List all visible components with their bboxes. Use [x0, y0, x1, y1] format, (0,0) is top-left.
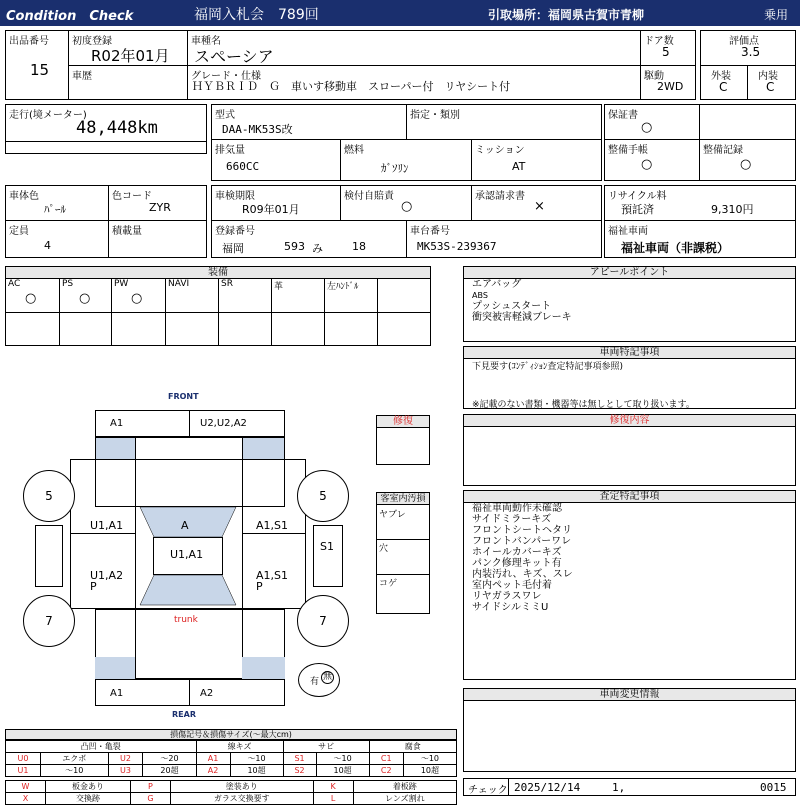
- recycle-box: [604, 185, 796, 221]
- vehicle-class: 乗用: [764, 8, 789, 22]
- rear-label: REAR: [172, 710, 196, 719]
- interior-hole: 穴: [379, 544, 389, 554]
- damage-legend: [5, 729, 457, 805]
- legend-desc: 10超: [230, 765, 283, 777]
- legend-desc: 10超: [403, 765, 456, 777]
- interior-grade: C: [766, 80, 775, 94]
- chassis-box: [406, 220, 602, 258]
- special-notes-box: [463, 346, 796, 409]
- welfare-label: 福祉車両: [608, 226, 648, 237]
- mileage-label: 走行(境メーター): [9, 110, 87, 121]
- legend-desc: 板金あり: [46, 781, 131, 793]
- score-label: 評価点: [729, 36, 759, 47]
- inspection-box: [211, 185, 341, 221]
- maint-book-label: 整備手帳: [608, 145, 648, 156]
- interior-condition-box: [376, 492, 430, 614]
- spare-label: 有: [310, 677, 320, 687]
- drive-box: [640, 65, 696, 100]
- inspection-label: 車検期限: [215, 191, 255, 202]
- equip-ps: [60, 279, 112, 345]
- spare-mark: 無: [322, 672, 332, 682]
- left-rear-paint: P: [90, 580, 97, 593]
- left-front-door-damage: U1,A1: [90, 519, 124, 532]
- fuel: ｶﾞｿﾘﾝ: [381, 162, 409, 175]
- appeal-box: [463, 266, 796, 342]
- displacement-box: [211, 139, 341, 181]
- equip-navi: [166, 279, 219, 345]
- interior-condition-title: 客室内汚損: [377, 493, 429, 505]
- assessment-line: パンク修理キット有: [472, 558, 562, 569]
- fuel-box: [340, 139, 472, 181]
- car-diagram: [0, 385, 376, 725]
- legend-group: 線キズ: [196, 741, 283, 753]
- legend-table: [5, 740, 457, 777]
- legend-code: C2: [369, 765, 403, 777]
- load-box: [108, 220, 207, 258]
- assessment-line: フロントバンパーワレ: [472, 536, 572, 547]
- warranty-box: [604, 104, 700, 140]
- doors-box: [640, 30, 696, 66]
- plate-class: 593: [284, 240, 305, 253]
- legend-desc: ガラス交換要す: [170, 793, 313, 805]
- model-name-label: 車種名: [191, 36, 221, 47]
- legend-desc: 着板跡: [353, 781, 456, 793]
- model-name-box: [187, 30, 641, 66]
- equip-pw: [112, 279, 166, 345]
- color-label: 車体色: [9, 191, 39, 202]
- model-type-label: 型式: [215, 110, 235, 121]
- legend-group: 凸凹・亀裂: [6, 741, 197, 753]
- equip-ac-mark: ○: [25, 291, 37, 306]
- legend-desc: 10超: [316, 765, 369, 777]
- legend-desc: ～10: [316, 753, 369, 765]
- auto-liability: ○: [401, 199, 413, 214]
- footer-check: [463, 778, 796, 796]
- maint-record: ○: [740, 157, 752, 172]
- recycle-amount: 9,310円: [711, 203, 754, 216]
- right-front-door-damage: A1,S1: [256, 519, 289, 532]
- interior-label: 内装: [758, 71, 778, 82]
- rear-left-light: [95, 657, 135, 679]
- equip-ps-mark: ○: [79, 291, 91, 306]
- equip-sr-label: SR: [221, 279, 233, 289]
- score-box: [700, 30, 796, 66]
- auto-liability-box: [340, 185, 472, 221]
- equipment-title: 装備: [6, 267, 430, 279]
- color-code: ZYR: [149, 201, 171, 214]
- welfare: 福祉車両（非課税）: [621, 241, 730, 255]
- legend-row: [6, 793, 457, 805]
- lot-number-box: [5, 30, 69, 100]
- rear-left-damage: A1: [110, 688, 124, 699]
- front-left-damage: A1: [110, 418, 124, 429]
- assessment-line: サイドミラーキズ: [472, 514, 552, 525]
- equip-leather-label: 革: [274, 282, 284, 292]
- maint-book-box: [604, 139, 700, 181]
- mileage: 48,448km: [76, 118, 158, 138]
- legend-desc: レンズ割れ: [353, 793, 456, 805]
- grade: ＨＹＢＲＩＤ Ｇ 車いす移動車 スローパー付 リヤシート付: [192, 80, 511, 93]
- assessment-lines: [472, 503, 573, 613]
- assessment-line: 室内ペット毛付着: [472, 580, 552, 591]
- capacity: 4: [44, 239, 51, 252]
- check-label: チェック: [468, 785, 508, 796]
- first-registration-box: [68, 30, 188, 66]
- approval: ×: [534, 199, 545, 214]
- equip-ac: [6, 279, 60, 345]
- recycle-label: リサイクル料: [608, 191, 667, 202]
- header-title: Condition Check: [6, 9, 134, 24]
- legend-desc: ～10: [403, 753, 456, 765]
- equip-leather: [272, 279, 325, 345]
- legend-code: W: [6, 781, 46, 793]
- chassis-label: 車台番号: [410, 226, 450, 237]
- plate-region: 福岡: [222, 242, 244, 255]
- load-label: 積載量: [112, 226, 142, 237]
- appeal-line: プッシュスタート: [472, 301, 552, 312]
- legend-title: 損傷記号＆損傷サイズ(～最大cm): [170, 730, 292, 739]
- legend-row: [6, 753, 457, 765]
- legend-row: [6, 765, 457, 777]
- model-type: DAA-MK53S改: [222, 123, 293, 136]
- rear-bumper: [95, 679, 285, 706]
- displacement-label: 排気量: [215, 145, 245, 156]
- legend-code: U1: [6, 765, 41, 777]
- interior-burn: コゲ: [379, 579, 398, 589]
- equipment-box: [5, 266, 431, 346]
- grade-label: グレード・仕様: [191, 71, 261, 82]
- maint-record-box: [699, 139, 796, 181]
- auction-title: 福岡入札会 789回: [194, 7, 319, 23]
- welfare-box: [604, 220, 796, 258]
- model-name: スペーシア: [194, 47, 274, 66]
- left-side-panel: [35, 525, 63, 587]
- color-code-box: [108, 185, 207, 221]
- fuel-label: 燃料: [344, 145, 364, 156]
- drive: 2WD: [657, 80, 684, 93]
- color: ﾊﾟｰﾙ: [44, 203, 66, 216]
- check-num: 1,: [612, 781, 626, 794]
- drive-label: 駆動: [644, 71, 664, 82]
- warranty: ○: [641, 120, 653, 135]
- tire-front-right: 5: [297, 470, 349, 522]
- exterior-grade: C: [719, 80, 728, 94]
- assessment-line: サイドシルミミU: [472, 602, 549, 613]
- check-code: 0015: [760, 781, 787, 794]
- legend-row: [6, 781, 457, 793]
- history-box: [68, 65, 188, 100]
- capacity-label: 定員: [9, 226, 29, 237]
- legend-group: 腐食: [369, 741, 456, 753]
- front-right-damage: U2,U2,A2: [200, 418, 247, 429]
- legend-code: S1: [283, 753, 316, 765]
- equip-left-handle: [325, 279, 378, 345]
- spare-tire: [298, 663, 340, 697]
- repair-box: [376, 415, 430, 465]
- assessment-box: [463, 490, 796, 680]
- roof-damage: U1,A1: [170, 548, 204, 561]
- tire-front-left: 5: [23, 470, 75, 522]
- legend-code: C1: [369, 753, 403, 765]
- special-note-1: 下見要す(ｺﾝﾃﾞｨｼｮﾝ査定特記事項参照): [472, 362, 624, 372]
- legend-desc: エクボ: [40, 753, 108, 765]
- special-note-2: ※記載のない書類・機器等は無しとして取り扱います。: [472, 400, 695, 410]
- mission: AT: [512, 160, 526, 173]
- legend-desc: 塗装あり: [170, 781, 313, 793]
- legend-code: P: [130, 781, 170, 793]
- legend-code: S2: [283, 765, 316, 777]
- score: 3.5: [741, 45, 761, 59]
- rear-right-damage: A2: [200, 688, 214, 699]
- legend-desc: 20超: [143, 765, 196, 777]
- maint-record-label: 整備記録: [703, 145, 743, 156]
- tire-rear-left: 7: [23, 595, 75, 647]
- exterior-label: 外装: [711, 71, 731, 82]
- legend-code: U3: [108, 765, 143, 777]
- check-date: 2025/12/14: [514, 781, 581, 794]
- approval-label: 承認請求書: [475, 191, 525, 202]
- plate-kana: み: [312, 242, 323, 255]
- legend-code: A1: [196, 753, 230, 765]
- approval-box: [471, 185, 602, 221]
- front-label: FRONT: [168, 392, 199, 401]
- legend-desc: ～10: [40, 765, 108, 777]
- first-registration-label: 初度登録: [72, 36, 112, 47]
- mission-box: [471, 139, 602, 181]
- special-notes-title: 車両特記事項: [464, 347, 795, 359]
- doors: 5: [662, 45, 670, 59]
- equip-ac-label: AC: [8, 279, 21, 289]
- auto-liability-label: 検付自賠責: [344, 191, 394, 202]
- exterior-box: [700, 65, 748, 100]
- equip-sr: [219, 279, 272, 345]
- pickup-location: 引取場所：福岡県古賀市青柳: [488, 8, 645, 22]
- equip-pw-mark: ○: [131, 291, 143, 306]
- rear-right-light: [242, 657, 285, 679]
- equip-pw-label: PW: [114, 279, 129, 289]
- legend-code: G: [130, 793, 170, 805]
- legend-title-box: [5, 729, 457, 740]
- assessment-line: ホイールカバーキズ: [472, 547, 562, 558]
- equipment-grid: [6, 279, 430, 345]
- legend-code: X: [6, 793, 46, 805]
- right-side-panel: [313, 525, 343, 587]
- appeal-title: アピールポイント: [464, 267, 795, 279]
- left-rear-door-damage: U1,A2: [90, 569, 124, 582]
- equip-ps-label: PS: [62, 279, 74, 289]
- interior-tear: ヤブレ: [379, 510, 406, 520]
- equip-left-handle-label: 左ﾊﾝﾄﾞﾙ: [327, 282, 359, 292]
- hood-damage: A: [181, 519, 189, 532]
- appeal-line: エアバッグ: [472, 279, 522, 290]
- plate-box: [211, 220, 407, 258]
- legend-code: A2: [196, 765, 230, 777]
- appeal-line: ABS: [472, 291, 488, 300]
- interior-box: [747, 65, 796, 100]
- legend-desc: 交換跡: [46, 793, 131, 805]
- change-info-title: 車両変更情報: [464, 689, 795, 701]
- warranty-extra-box: [699, 104, 796, 140]
- legend-code: L: [313, 793, 353, 805]
- doors-label: ドア数: [644, 36, 674, 47]
- grade-box: [187, 65, 641, 100]
- mission-label: ミッション: [475, 145, 525, 156]
- assessment-line: フロントシートヘタリ: [472, 525, 572, 536]
- first-registration: R02年01月: [91, 47, 170, 65]
- chassis: MK53S-239367: [417, 240, 497, 253]
- tire-rear-right: 7: [297, 595, 349, 647]
- lot-number: 15: [30, 61, 50, 79]
- mileage-box: [5, 104, 207, 154]
- repair-title: 修復: [377, 416, 429, 428]
- change-info-box: [463, 688, 796, 772]
- warranty-label: 保証書: [608, 110, 638, 121]
- plate-number: 18: [352, 240, 366, 253]
- equip-navi-label: NAVI: [168, 279, 190, 289]
- designation-label: 指定・類別: [410, 110, 460, 121]
- appeal-lines: [472, 279, 572, 323]
- lot-number-label: 出品番号: [9, 36, 49, 47]
- recycle-status: 預託済: [621, 203, 654, 216]
- legend-desc: ～10: [230, 753, 283, 765]
- header-bar: [0, 0, 800, 26]
- assessment-line: リヤガラスワレ: [472, 591, 542, 602]
- color-box: [5, 185, 109, 221]
- history-label: 車歴: [72, 71, 92, 82]
- legend-group: サビ: [283, 741, 369, 753]
- legend-desc: ～20: [143, 753, 196, 765]
- appeal-line: 衝突被害軽減ブレーキ: [472, 312, 572, 323]
- repair-content-box: [463, 414, 796, 486]
- legend-code: K: [313, 781, 353, 793]
- right-rear-paint: P: [256, 580, 263, 593]
- designation-box: [406, 104, 602, 140]
- legend-code: U0: [6, 753, 41, 765]
- assessment-line: 内装汚れ、キズ、スレ: [472, 569, 573, 580]
- repair-content-title: 修復内容: [464, 415, 795, 427]
- assessment-line: 福祉車両動作未確認: [472, 503, 562, 514]
- displacement: 660CC: [226, 160, 260, 173]
- maint-book: ○: [641, 157, 653, 172]
- legend-groups: [6, 741, 457, 753]
- capacity-box: [5, 220, 109, 258]
- legend-code: U2: [108, 753, 143, 765]
- assessment-title: 査定特記事項: [464, 491, 795, 503]
- trunk-label: trunk: [174, 615, 198, 625]
- plate-label: 登録番号: [215, 226, 255, 237]
- right-side-damage: S1: [320, 540, 334, 553]
- inspection: R09年01月: [242, 203, 300, 216]
- color-code-label: 色コード: [112, 191, 152, 202]
- model-type-box: [211, 104, 407, 140]
- right-rear-door-damage: A1,S1: [256, 569, 289, 582]
- legend-table-2: [5, 780, 457, 805]
